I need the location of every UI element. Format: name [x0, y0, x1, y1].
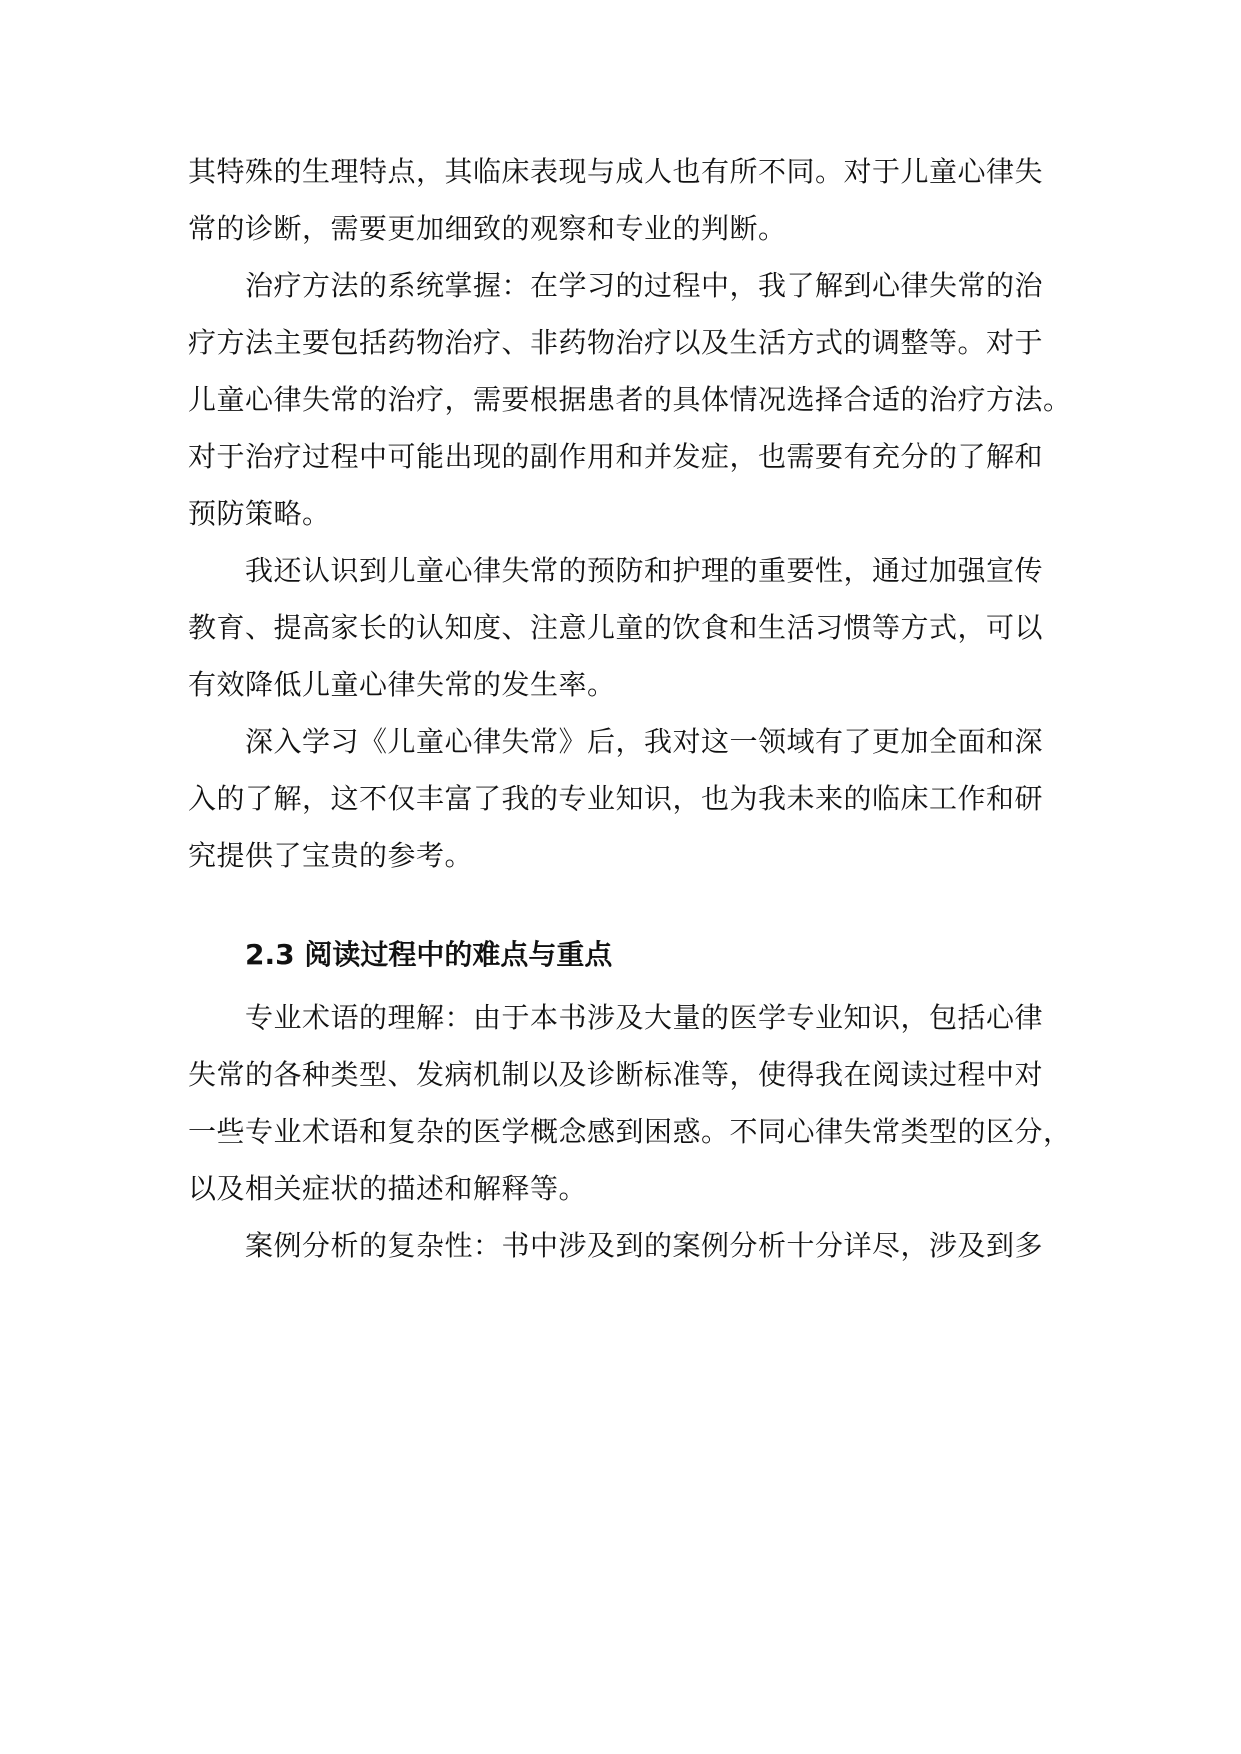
text-line: 深入学习《儿童心律失常》后，我对这一领域有了更加全面和深	[245, 725, 1044, 758]
text-line: 失常的各种类型、发病机制以及诊断标准等，使得我在阅读过程中对	[188, 1058, 1044, 1091]
text-line: 我还认识到儿童心律失常的预防和护理的重要性，通过加强宣传	[245, 554, 1044, 587]
text-line: 儿童心律失常的治疗，需要根据患者的具体情况选择合适的治疗方法。	[188, 383, 1072, 416]
text-line: 入的了解，这不仅丰富了我的专业知识，也为我未来的临床工作和研	[188, 782, 1044, 815]
text-line: 究提供了宝贵的参考。	[188, 839, 474, 872]
text-line: 一些专业术语和复杂的医学概念感到困惑。不同心律失常类型的区分，	[188, 1115, 1072, 1148]
text-line: 专业术语的理解：由于本书涉及大量的医学专业知识，包括心律	[245, 1001, 1044, 1034]
text-line: 疗方法主要包括药物治疗、非药物治疗以及生活方式的调整等。对于	[188, 326, 1044, 359]
paragraph	[188, 1217, 1053, 1274]
paragraph	[188, 143, 1053, 257]
paragraph	[188, 257, 1072, 542]
paragraph	[188, 542, 1053, 713]
text-line: 案例分析的复杂性：书中涉及到的案例分析十分详尽，涉及到多	[245, 1229, 1044, 1262]
text-line: 教育、提高家长的认知度、注意儿童的饮食和生活习惯等方式，可以	[188, 611, 1044, 644]
paragraph	[188, 713, 1053, 884]
text-line: 常的诊断，需要更加细致的观察和专业的判断。	[188, 212, 787, 245]
text-line: 以及相关症状的描述和解释等。	[188, 1172, 588, 1205]
section-heading: 2.3 阅读过程中的难点与重点	[245, 938, 613, 971]
document-body	[188, 143, 1072, 1274]
text-line: 其特殊的生理特点，其临床表现与成人也有所不同。对于儿童心律失	[188, 155, 1044, 188]
text-line: 治疗方法的系统掌握：在学习的过程中，我了解到心律失常的治	[245, 269, 1044, 302]
text-line: 对于治疗过程中可能出现的副作用和并发症，也需要有充分的了解和	[188, 440, 1044, 473]
text-line: 有效降低儿童心律失常的发生率。	[188, 668, 616, 701]
text-line: 预防策略。	[188, 497, 331, 530]
paragraph	[188, 989, 1072, 1217]
